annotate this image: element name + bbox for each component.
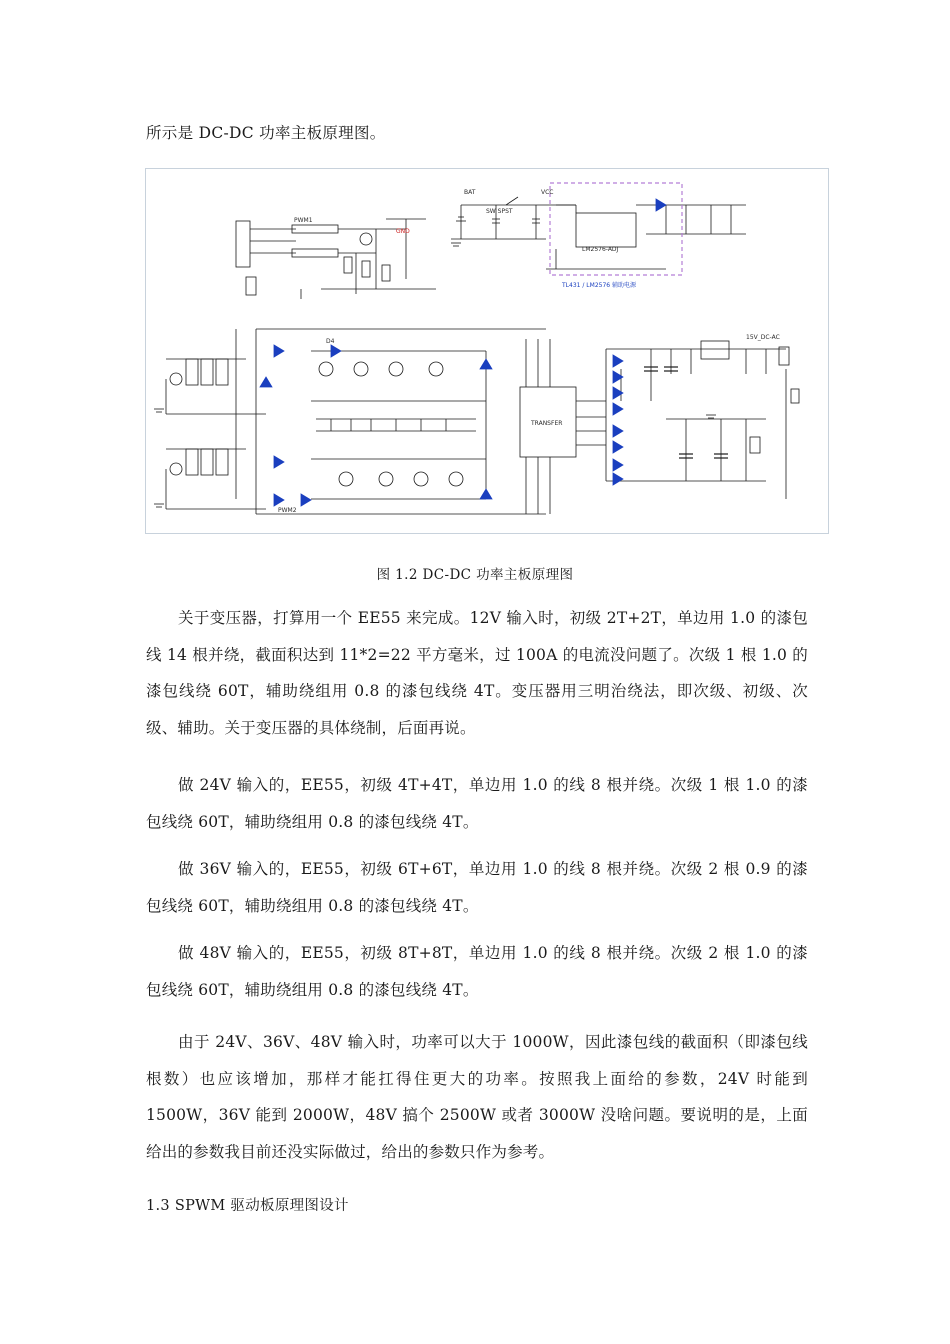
pwm2-label: PWM2 <box>278 507 297 514</box>
ic-label: LM2576-ADJ <box>582 246 619 253</box>
paragraph-48v: 做 48V 输入的，EE55，初级 8T+8T，单边用 1.0 的线 8 根并绕。次级 2 根 1.0 的漆包线绕 60T，辅助绕组用 0.8 的漆包线绕 4T。 <box>146 944 808 999</box>
paragraph-power-notes: 由于 24V、36V、48V 输入时，功率可以大于 1000W，因此漆包线的截面积（即漆包线根数）也应该增加，那样才能扛得住更大的功率。按照我上面给的参数，24V 时能到 1500W，36V 能到 2000W，48V 搞个 2500W 或者 3000W 没啥问题。要说明的是，上面给出的参数我目前还没实际做过，给出的参数只作为参考。 <box>146 1033 808 1161</box>
pwm1-label: PWM1 <box>294 217 313 224</box>
note-label: TL431 / LM2576 辅助电源 <box>562 282 636 289</box>
schematic-diagram <box>146 169 828 533</box>
vcc-label: VCC <box>541 189 554 196</box>
regulator-frame <box>550 183 682 275</box>
regulator-ic <box>576 213 636 247</box>
gnd-label: GND <box>396 228 410 235</box>
intro-line: 所示是 DC-DC 功率主板原理图。 <box>146 124 386 142</box>
paragraph-24v: 做 24V 输入的，EE55，初级 4T+4T，单边用 1.0 的线 8 根并绕。次级 1 根 1.0 的漆包线绕 60T，辅助绕组用 0.8 的漆包线绕 4T。 <box>146 776 808 831</box>
output-label: 15V_DC-AC <box>746 334 780 341</box>
bat-label: BAT <box>464 189 476 196</box>
linear-regulator <box>701 341 729 359</box>
paragraph-transformer-12v: 关于变压器，打算用一个 EE55 来完成。12V 输入时，初级 2T+2T，单边用 1.0 的漆包线 14 根并绕，截面积达到 11*2=22 平方毫米，过 100A 的电流没问题了。次级 1 根 1.0 的漆包线绕 60T，辅助绕组用 0.8 的漆包线绕 4T。变压器用三明治绕法，即次级、初级、次级、辅助。关于变压器的具体绕制，后面再说。 <box>146 609 808 737</box>
connector-block <box>236 221 250 267</box>
schematic-figure <box>145 168 829 534</box>
transformer-label: TRANSFER <box>531 420 563 427</box>
diode-label: D4 <box>326 338 335 345</box>
paragraph-36v: 做 36V 输入的，EE55，初级 6T+6T，单边用 1.0 的线 8 根并绕。次级 2 根 0.9 的漆包线绕 60T，辅助绕组用 0.8 的漆包线绕 4T。 <box>146 860 808 915</box>
switch-label: SW SPST <box>486 208 513 215</box>
figure-caption: 图 1.2 DC-DC 功率主板原理图 <box>376 567 574 583</box>
section-heading: 1.3 SPWM 驱动板原理图设计 <box>146 1198 349 1214</box>
